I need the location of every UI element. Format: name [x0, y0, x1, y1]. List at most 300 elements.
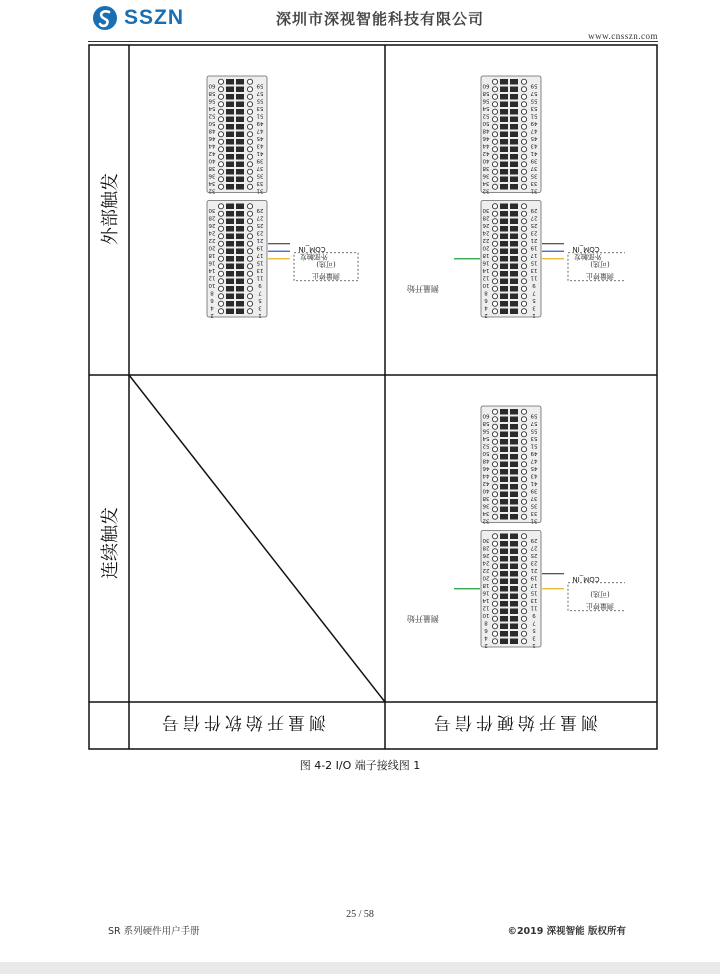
screw-icon — [521, 609, 526, 614]
screw-icon — [492, 624, 497, 629]
terminal-block-external-software — [206, 74, 381, 358]
pin-label-left: 8 — [484, 619, 488, 626]
screw-icon — [492, 87, 497, 92]
terminal-slot — [500, 301, 508, 307]
screw-icon — [218, 249, 223, 254]
pin-label-right: 19 — [256, 244, 264, 251]
pin-label-left: 18 — [482, 581, 490, 588]
screw-icon — [521, 469, 526, 474]
screw-icon — [492, 462, 497, 467]
pin-label-left: 54 — [482, 104, 490, 111]
screw-icon — [521, 147, 526, 152]
terminal-slot — [236, 139, 244, 145]
terminal-slot — [510, 499, 518, 505]
header-divider — [88, 41, 658, 42]
pin-label-right: 41 — [530, 149, 538, 156]
screw-icon — [247, 132, 252, 137]
terminal-slot — [500, 499, 508, 505]
screw-icon — [247, 211, 252, 216]
terminal-slot — [500, 484, 508, 490]
pin-label-right: 19 — [530, 574, 538, 581]
pin-label-left: 50 — [482, 119, 490, 126]
pin-label-left: 50 — [208, 119, 216, 126]
screw-icon — [492, 564, 497, 569]
terminal-slot — [510, 109, 518, 115]
pin-label-left: 44 — [208, 142, 216, 149]
screw-icon — [247, 279, 252, 284]
pin-label-right: 31 — [530, 517, 538, 524]
screw-icon — [247, 256, 252, 261]
screw-icon — [521, 624, 526, 629]
pin-label-right: 29 — [530, 206, 538, 213]
terminal-slot — [500, 549, 508, 555]
screw-icon — [492, 484, 497, 489]
pin-label-right: 59 — [256, 82, 264, 89]
pin-label-right: 1 — [532, 641, 536, 648]
terminal-slot — [500, 124, 508, 130]
pin-label-right: 23 — [256, 229, 264, 236]
screw-icon — [521, 271, 526, 276]
screw-icon — [218, 139, 223, 144]
screw-icon — [492, 102, 497, 107]
screw-icon — [247, 309, 252, 314]
screw-icon — [492, 256, 497, 261]
terminal-slot — [226, 219, 234, 225]
terminal-slot — [510, 541, 518, 547]
screw-icon — [521, 556, 526, 561]
pin-label-left: 38 — [482, 164, 490, 171]
page-bottom-edge — [0, 962, 720, 974]
com-in-label: COM_IN — [298, 244, 326, 253]
terminal-slot — [226, 102, 234, 108]
terminal-slot — [226, 139, 234, 145]
optional-label: (可选) — [316, 259, 336, 268]
screw-icon — [247, 87, 252, 92]
screw-icon — [492, 447, 497, 452]
terminal-slot — [236, 162, 244, 168]
terminal-slot — [500, 469, 508, 475]
terminal-slot — [226, 294, 234, 300]
screw-icon — [521, 534, 526, 539]
screw-icon — [521, 639, 526, 644]
pin-label-left: 4 — [484, 634, 488, 641]
pin-label-right: 47 — [256, 127, 264, 134]
pin-label-left: 22 — [208, 236, 216, 243]
pin-label-right: 23 — [530, 229, 538, 236]
terminal-slot — [236, 117, 244, 123]
terminal-slot — [510, 469, 518, 475]
terminal-slot — [510, 219, 518, 225]
terminal-slot — [226, 271, 234, 277]
screw-icon — [492, 469, 497, 474]
pin-label-left: 6 — [484, 626, 488, 633]
pin-label-left: 54 — [208, 104, 216, 111]
pin-label-right: 19 — [530, 244, 538, 251]
screw-icon — [247, 271, 252, 276]
pin-label-left: 4 — [484, 304, 488, 311]
pin-label-left: 32 — [482, 187, 490, 194]
pin-label-right: 33 — [530, 179, 538, 186]
terminal-slot — [510, 514, 518, 520]
terminal-slot — [500, 204, 508, 210]
screw-icon — [247, 234, 252, 239]
terminal-slot — [226, 124, 234, 130]
pin-label-left: 60 — [482, 412, 490, 419]
terminal-slot — [500, 132, 508, 138]
screw-icon — [492, 109, 497, 114]
pin-label-right: 27 — [256, 214, 264, 221]
terminal-slot — [226, 154, 234, 160]
pin-label-left: 44 — [482, 142, 490, 149]
screw-icon — [492, 439, 497, 444]
screw-icon — [521, 102, 526, 107]
pin-label-right: 27 — [530, 544, 538, 551]
pin-label-left: 44 — [482, 472, 490, 479]
screw-icon — [492, 139, 497, 144]
screw-icon — [521, 249, 526, 254]
terminal-slot — [226, 309, 234, 315]
terminal-slot — [236, 241, 244, 247]
screw-icon — [492, 417, 497, 422]
terminal-slot — [510, 424, 518, 430]
screw-icon — [492, 204, 497, 209]
terminal-slot — [236, 286, 244, 292]
pin-label-right: 1 — [258, 311, 262, 318]
terminal-slot — [510, 507, 518, 513]
screw-icon — [521, 309, 526, 314]
terminal-slot — [510, 579, 518, 585]
terminal-slot — [510, 256, 518, 262]
screw-icon — [521, 454, 526, 459]
terminal-slot — [500, 586, 508, 592]
terminal-slot — [510, 564, 518, 570]
pin-label-left: 10 — [482, 281, 490, 288]
terminal-block-external-hardware — [450, 74, 625, 358]
screw-icon — [521, 184, 526, 189]
pin-label-left: 26 — [208, 221, 216, 228]
pin-label-right: 53 — [256, 104, 264, 111]
pin-label-right: 31 — [256, 187, 264, 194]
terminal-slot — [236, 184, 244, 190]
terminal-slot — [510, 154, 518, 160]
screw-icon — [521, 631, 526, 636]
screw-icon — [247, 109, 252, 114]
screw-icon — [492, 424, 497, 429]
terminal-slot — [500, 109, 508, 115]
terminal-slot — [510, 439, 518, 445]
screw-icon — [218, 117, 223, 122]
figure-caption: 图 4-2 I/O 端子接线图 1 — [299, 759, 421, 772]
screw-icon — [492, 616, 497, 621]
screw-icon — [218, 94, 223, 99]
pin-label-right: 47 — [530, 127, 538, 134]
pin-label-left: 36 — [208, 172, 216, 179]
pin-label-left: 28 — [482, 544, 490, 551]
screw-icon — [492, 579, 497, 584]
screw-icon — [492, 586, 497, 591]
screw-icon — [492, 286, 497, 291]
pin-label-left: 30 — [208, 206, 216, 213]
pin-label-right: 49 — [530, 449, 538, 456]
pin-label-right: 7 — [532, 619, 536, 626]
screw-icon — [521, 256, 526, 261]
terminal-slot — [226, 79, 234, 85]
screw-icon — [218, 102, 223, 107]
terminal-slot — [510, 601, 518, 607]
terminal-slot — [226, 204, 234, 210]
screw-icon — [492, 132, 497, 137]
pin-label-right: 17 — [256, 251, 264, 258]
pin-label-left: 52 — [482, 112, 490, 119]
terminal-slot — [500, 541, 508, 547]
pin-label-left: 22 — [482, 566, 490, 573]
pin-label-left: 46 — [482, 464, 490, 471]
pin-label-left: 52 — [208, 112, 216, 119]
screw-icon — [521, 117, 526, 122]
screw-icon — [492, 226, 497, 231]
terminal-slot — [510, 147, 518, 153]
terminal-slot — [500, 639, 508, 645]
terminal-slot — [236, 309, 244, 315]
optional-label: (可选) — [590, 589, 610, 598]
pin-label-left: 36 — [482, 502, 490, 509]
screw-icon — [218, 234, 223, 239]
pin-label-left: 24 — [208, 229, 216, 236]
terminal-slot — [500, 514, 508, 520]
screw-icon — [218, 154, 223, 159]
pin-label-left: 48 — [482, 457, 490, 464]
pin-label-left: 30 — [482, 206, 490, 213]
terminal-slot — [500, 571, 508, 577]
screw-icon — [218, 147, 223, 152]
screw-icon — [492, 79, 497, 84]
com-in-label: COM_IN — [572, 244, 600, 253]
screw-icon — [492, 609, 497, 614]
terminal-slot — [510, 624, 518, 630]
terminal-slot — [500, 417, 508, 423]
terminal-slot — [500, 147, 508, 153]
pin-label-right: 55 — [256, 97, 264, 104]
screw-icon — [247, 154, 252, 159]
terminal-slot — [510, 226, 518, 232]
pin-label-left: 16 — [208, 259, 216, 266]
terminal-slot — [236, 256, 244, 262]
screw-icon — [521, 162, 526, 167]
pin-label-right: 43 — [530, 142, 538, 149]
terminal-slot — [236, 271, 244, 277]
terminal-slot — [510, 484, 518, 490]
pin-label-left: 48 — [482, 127, 490, 134]
screw-icon — [521, 492, 526, 497]
pin-label-left: 48 — [208, 127, 216, 134]
terminal-slot — [510, 177, 518, 183]
terminal-slot — [510, 556, 518, 562]
pin-label-right: 37 — [530, 494, 538, 501]
screw-icon — [521, 477, 526, 482]
pin-label-left: 34 — [208, 179, 216, 186]
na-diagonal — [129, 375, 385, 702]
screw-icon — [521, 439, 526, 444]
terminal-slot — [500, 462, 508, 468]
screw-icon — [492, 639, 497, 644]
screw-icon — [218, 177, 223, 182]
col-label-software: 测量开始软件信号 — [158, 712, 326, 732]
screw-icon — [492, 541, 497, 546]
pin-label-right: 39 — [530, 487, 538, 494]
terminal-slot — [500, 447, 508, 453]
pin-label-right: 15 — [256, 259, 264, 266]
screw-icon — [492, 601, 497, 606]
screw-icon — [492, 249, 497, 254]
pin-label-left: 34 — [482, 509, 490, 516]
screw-icon — [247, 301, 252, 306]
pin-label-left: 12 — [482, 274, 490, 281]
pin-label-left: 30 — [482, 536, 490, 543]
screw-icon — [521, 286, 526, 291]
terminal-slot — [510, 264, 518, 270]
pin-label-left: 58 — [482, 419, 490, 426]
screw-icon — [218, 286, 223, 291]
pin-label-left: 32 — [482, 517, 490, 524]
screw-icon — [492, 571, 497, 576]
pin-label-left: 20 — [482, 574, 490, 581]
pin-label-right: 25 — [530, 551, 538, 558]
pin-label-right: 43 — [256, 142, 264, 149]
screw-icon — [218, 211, 223, 216]
screw-icon — [247, 219, 252, 224]
terminal-slot — [226, 234, 234, 240]
terminal-slot — [236, 234, 244, 240]
screw-icon — [218, 184, 223, 189]
pin-label-right: 37 — [530, 164, 538, 171]
screw-icon — [247, 139, 252, 144]
screw-icon — [247, 204, 252, 209]
screw-icon — [218, 87, 223, 92]
terminal-slot — [500, 631, 508, 637]
terminal-slot — [510, 294, 518, 300]
pin-label-right: 57 — [256, 89, 264, 96]
terminal-slot — [500, 294, 508, 300]
pin-label-right: 1 — [532, 311, 536, 318]
screw-icon — [218, 132, 223, 137]
screw-icon — [218, 109, 223, 114]
pin-label-right: 39 — [256, 157, 264, 164]
screw-icon — [521, 109, 526, 114]
terminal-slot — [500, 256, 508, 262]
pin-label-right: 11 — [530, 274, 538, 281]
terminal-slot — [510, 609, 518, 615]
screw-icon — [521, 211, 526, 216]
pin-label-left: 32 — [208, 187, 216, 194]
terminal-slot — [236, 204, 244, 210]
screw-icon — [521, 124, 526, 129]
screw-icon — [218, 241, 223, 246]
pin-label-left: 38 — [208, 164, 216, 171]
pin-label-right: 11 — [530, 604, 538, 611]
screw-icon — [521, 484, 526, 489]
terminal-slot — [500, 154, 508, 160]
terminal-slot — [500, 454, 508, 460]
screw-icon — [521, 139, 526, 144]
screw-icon — [521, 241, 526, 246]
screw-icon — [521, 571, 526, 576]
pin-label-left: 24 — [482, 229, 490, 236]
pin-label-left: 26 — [482, 551, 490, 558]
screw-icon — [247, 294, 252, 299]
pin-label-right: 53 — [530, 104, 538, 111]
screw-icon — [492, 514, 497, 519]
terminal-slot — [226, 184, 234, 190]
pin-label-left: 40 — [482, 487, 490, 494]
screw-icon — [247, 147, 252, 152]
row-label-continuous-trigger: 连续触发 — [100, 507, 121, 579]
terminal-slot — [510, 631, 518, 637]
pin-label-left: 6 — [484, 296, 488, 303]
pin-label-right: 21 — [256, 236, 264, 243]
pin-label-right: 47 — [530, 457, 538, 464]
terminal-slot — [500, 594, 508, 600]
screw-icon — [492, 507, 497, 512]
terminal-slot — [510, 571, 518, 577]
pin-label-right: 57 — [530, 89, 538, 96]
terminal-slot — [226, 256, 234, 262]
screw-icon — [492, 454, 497, 459]
terminal-slot — [226, 109, 234, 115]
pin-label-left: 14 — [482, 596, 490, 603]
terminal-slot — [236, 177, 244, 183]
terminal-slot — [510, 286, 518, 292]
pin-label-right: 13 — [530, 266, 538, 273]
pin-label-left: 28 — [208, 214, 216, 221]
screw-icon — [492, 177, 497, 182]
terminal-slot — [236, 226, 244, 232]
terminal-slot — [226, 211, 234, 217]
measure-start-label: 测量开始 — [407, 284, 439, 293]
pin-label-left: 46 — [208, 134, 216, 141]
screw-icon — [218, 309, 223, 314]
pin-label-right: 33 — [530, 509, 538, 516]
terminal-slot — [510, 132, 518, 138]
pin-label-right: 21 — [530, 236, 538, 243]
screw-icon — [521, 586, 526, 591]
screw-icon — [492, 184, 497, 189]
terminal-slot — [236, 294, 244, 300]
screw-icon — [492, 169, 497, 174]
screw-icon — [492, 219, 497, 224]
terminal-slot — [500, 564, 508, 570]
screw-icon — [492, 94, 497, 99]
screw-icon — [247, 177, 252, 182]
terminal-slot — [500, 219, 508, 225]
screw-icon — [521, 549, 526, 554]
terminal-slot — [500, 271, 508, 277]
screw-icon — [521, 616, 526, 621]
terminal-slot — [500, 249, 508, 255]
terminal-slot — [500, 601, 508, 607]
pin-label-left: 46 — [482, 134, 490, 141]
terminal-slot — [510, 94, 518, 100]
pin-label-right: 17 — [530, 251, 538, 258]
screw-icon — [521, 279, 526, 284]
screw-icon — [247, 124, 252, 129]
terminal-slot — [510, 477, 518, 483]
screw-icon — [521, 594, 526, 599]
pin-label-left: 56 — [208, 97, 216, 104]
pin-label-right: 3 — [258, 304, 262, 311]
pin-label-left: 42 — [482, 479, 490, 486]
screw-icon — [247, 264, 252, 269]
pin-label-right: 3 — [532, 634, 536, 641]
